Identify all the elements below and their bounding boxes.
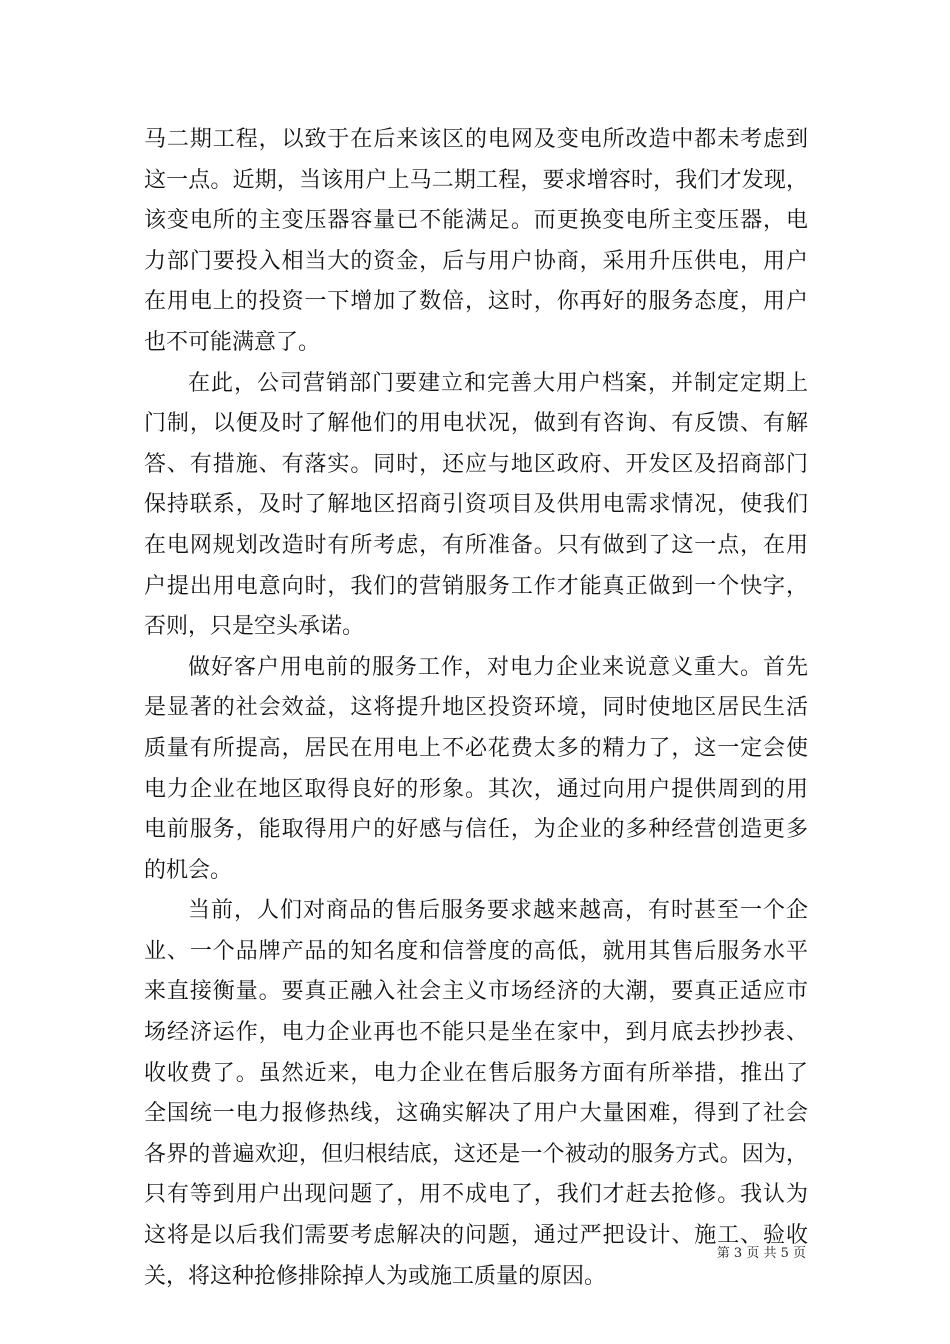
text-line: 来直接衡量。要真正融入社会主义市场经济的大潮，要真正适应市 [144,979,808,1005]
text-line: 否则，只是空头承诺。 [144,614,365,640]
text-line: 收收费了。虽然近来，电力企业在售后服务方面有所举措，推出了 [144,1060,808,1086]
text-line: 在电网规划改造时有所考虑，有所准备。只有做到了这一点，在用 [144,532,808,558]
text-line: 这将是以后我们需要考虑解决的问题，通过严把设计、施工、验收 [144,1223,808,1249]
text-line: 电前服务，能取得用户的好感与信任，为企业的多种经营创造更多 [144,817,808,843]
text-line: 也不可能满意了。 [144,329,321,355]
text-line: 只有等到用户出现问题了，用不成电了，我们才赶去抢修。我认为 [144,1182,808,1208]
text-line: 保持联系，及时了解地区招商引资项目及供用电需求情况，使我们 [144,492,808,518]
text-line: 各界的普遍欢迎，但归根结底，这还是一个被动的服务方式。因为， [144,1141,808,1167]
text-line: 在用电上的投资一下增加了数倍，这时，你再好的服务态度，用户 [144,289,808,315]
text-line: 当前，人们对商品的售后服务要求越来越高，有时甚至一个企 [188,898,808,924]
page-number: 第 3 页 共 5 页 [716,1246,806,1261]
text-line: 全国统一电力报修热线，这确实解决了用户大量困难，得到了社会 [144,1101,808,1127]
text-line: 电力企业在地区取得良好的形象。其次，通过向用户提供周到的用 [144,776,808,802]
text-line: 马二期工程，以致于在后来该区的电网及变电所改造中都未考虑到 [144,127,808,152]
text-line: 力部门要投入相当大的资金，后与用户协商，采用升压供电，用户 [144,248,808,274]
body-text [144,120,808,1297]
text-line: 质量有所提高，居民在用电上不必花费太多的精力了，这一定会使 [144,735,808,761]
text-line: 关，将这种抢修排除掉人为或施工质量的原因。 [144,1263,607,1289]
text-line: 业、一个品牌产品的知名度和信誉度的高低，就用其售后服务水平 [144,938,808,964]
text-line: 户提出用电意向时，我们的营销服务工作才能真正做到一个快字， [144,573,808,599]
text-line: 这一点。近期，当该用户上马二期工程，要求增容时，我们才发现， [144,167,808,193]
text-line: 场经济运作，电力企业再也不能只是坐在家中，到月底去抄抄表、 [144,1020,808,1046]
text-line: 门制，以便及时了解他们的用电状况，做到有咨询、有反馈、有解 [144,411,808,437]
text-line: 做好客户用电前的服务工作，对电力企业来说意义重大。首先 [188,654,808,680]
text-line: 在此，公司营销部门要建立和完善大用户档案，并制定定期上 [188,370,808,396]
text-line: 的机会。 [144,857,233,883]
text-line: 是显著的社会效益，这将提升地区投资环境，同时使地区居民生活 [144,695,808,721]
text-line: 答、有措施、有落实。同时，还应与地区政府、开发区及招商部门 [144,451,808,477]
text-line: 该变电所的主变压器容量已不能满足。而更换变电所主变压器，电 [144,208,808,234]
